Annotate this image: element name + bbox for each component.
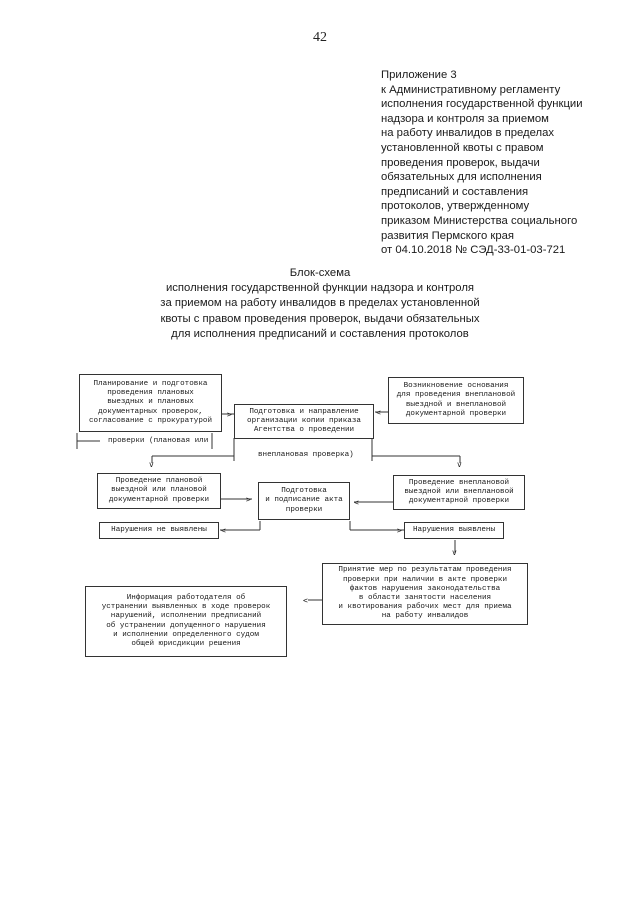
appendix-line: протоколов, утвержденному (381, 200, 530, 213)
appendix-line: проведения проверок, выдачи (381, 156, 540, 169)
box-line: проведения плановых (107, 389, 194, 398)
box-line: Информация работодателя об (126, 593, 246, 602)
check-type-right: внеплановая проверка) (258, 451, 354, 459)
arrow-right-icon: > (227, 410, 232, 419)
violations-box (404, 522, 504, 539)
box-line: Планирование и подготовка (93, 379, 208, 388)
box-line: Подготовка (281, 487, 327, 496)
box-line: выездной и внеплановой (405, 400, 507, 409)
box-line: для проведения внеплановой (396, 391, 516, 400)
unplanned-check-box (393, 475, 525, 510)
box-line: устранении выявленных в ходе проверок (101, 603, 271, 612)
arrow-left-icon: < (221, 526, 226, 535)
appendix-line: Приложение 3 (381, 69, 457, 81)
appendix-line: от 04.10.2018 № СЭД-33-01-03-721 (381, 244, 566, 257)
arrow-down-icon: v (452, 548, 457, 557)
box-line: Нарушения выявлены (412, 525, 496, 534)
box-line: и подписание акта (265, 496, 343, 505)
box-line: выездной или плановой (111, 486, 207, 495)
box-line: на работу инвалидов (381, 612, 469, 621)
box-line: фактов нарушения законодательства (349, 584, 501, 593)
box-line: и квотирования рабочих мест для приема (338, 603, 512, 612)
title-line: для исполнения предписаний и составления протоколов (171, 327, 469, 340)
appendix-line: приказом Министерства социального (381, 214, 578, 227)
planned-check-box (97, 473, 221, 509)
arrow-left-icon: < (376, 408, 381, 417)
box-line: Нарушения не выявлены (111, 525, 207, 534)
box-line: организации копии приказа (247, 416, 361, 425)
prepare-order-box (234, 404, 374, 439)
appendix-line: к Административному регламенту (381, 83, 561, 96)
appendix-line: обязательных для исполнения (381, 171, 542, 184)
planning-box (79, 374, 222, 432)
check-type-left: проверки (плановая или (108, 437, 209, 445)
appendix-line: установленной квоты с правом (381, 141, 544, 154)
box-line: проверки (285, 505, 323, 514)
box-line: документарной проверки (408, 497, 510, 506)
box-line: документарной проверки (405, 409, 507, 418)
box-line: и исполнении определенного судом (113, 630, 259, 639)
title-line: квоты с правом проведения проверок, выдачи обязательных (160, 312, 480, 325)
box-line: Принятие мер по результатам проведения (338, 566, 512, 575)
box-line: Агентства о проведении (253, 426, 355, 435)
box-line: согласование с прокуратурой (88, 416, 213, 425)
arrow-left-icon: < (354, 498, 359, 507)
box-line: выездной или внеплановой (404, 487, 514, 496)
arrow-down-icon: v (457, 460, 462, 469)
title-line: за приемом на работу инвалидов в пределах установленной (160, 297, 480, 310)
box-line: Подготовка и направление (249, 407, 359, 416)
inspection-act-box (258, 482, 350, 520)
box-line: в области занятости населения (358, 594, 492, 602)
appendix-line: надзора и контроля за приемом (381, 112, 549, 125)
arrow-down-icon: v (149, 460, 154, 469)
unplanned-grounds-box (388, 377, 524, 424)
box-line: Проведение внеплановой (408, 478, 510, 487)
box-line: Возникновение основания (403, 382, 509, 391)
box-line: документарной проверки (108, 495, 210, 504)
arrow-left-icon: < (303, 596, 308, 605)
measures-box (322, 563, 528, 625)
page-number: 42 (313, 30, 327, 45)
employer-info-box (85, 586, 287, 657)
box-line: проверки при наличии в акте проверки (342, 575, 508, 584)
title-line: исполнения государственной функции надзора и контроля (165, 282, 475, 295)
appendix-line: развития Пермского края (381, 229, 515, 242)
box-line: нарушений, исполнении предписаний (110, 612, 262, 621)
arrow-right-icon: > (397, 526, 402, 535)
box-line: выездных и плановых (107, 398, 194, 407)
appendix-line: на работу инвалидов в пределах (381, 127, 555, 140)
title-line: Блок-схема (289, 267, 351, 279)
arrow-right-icon: > (246, 495, 251, 504)
box-line: Проведение плановой (115, 477, 203, 486)
no-violations-box (99, 522, 219, 539)
box-line: документарных проверок, (98, 407, 203, 416)
box-line: об устранении допущенного нарушения (106, 621, 266, 630)
appendix-line: предписаний и составления (381, 185, 529, 198)
box-line: общей юрисдикции решения (131, 639, 241, 648)
appendix-line: исполнения государственной функции (381, 98, 583, 111)
